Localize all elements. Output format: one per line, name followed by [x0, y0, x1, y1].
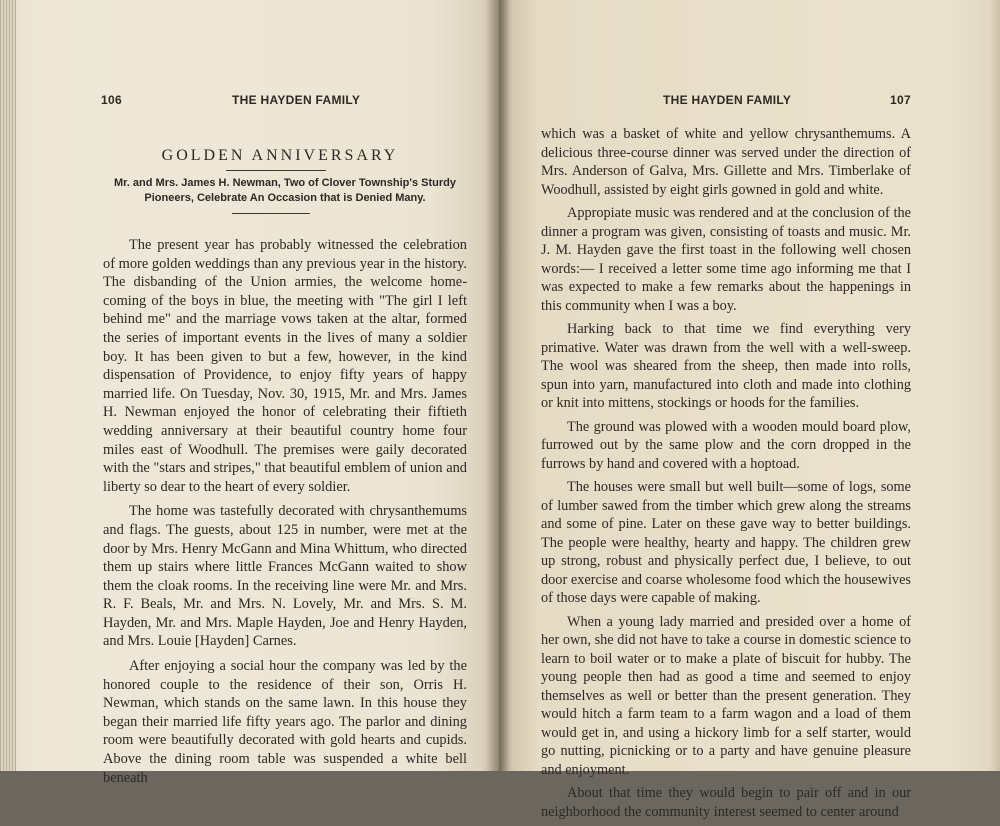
paragraph: The ground was plowed with a wooden mould board plow, furrowed out by the same plow and the corn dropped in the furrows by hand and covered with a hoptoad. [541, 418, 911, 472]
left-page-number: 106 [101, 93, 122, 107]
paragraph: which was a basket of white and yellow chrysanthemums. A delicious three-course dinner was served under the direction of Mrs. Anderson of Galva, Mrs. Gillette and Mrs. Timberlake of Woodhull, assisted by eight girls gowned in gold and white. [541, 126, 911, 198]
book-gutter [486, 0, 512, 771]
subtitle-rule [232, 213, 310, 214]
paragraph: The houses were small but well built—some of logs, some of lumber sawed from the timber which grew along the streams and some of pine. Later on these gave way to better buildings. The people were healthy, hearty and happy. The children grew up strong, robust and physically perfect due, I believe, to out door exercise and coarse wholesome food which the housewives of those days were capable of making. [541, 479, 911, 606]
article-title: GOLDEN ANNIVERSARY [161, 147, 399, 164]
left-running-header: THE HAYDEN FAMILY [232, 93, 361, 107]
paragraph: When a young lady married and presided over a home of her own, she did not have to take a course in domestic science to learn to boil water or to make a plate of biscuit for hubby. The young people then had as good a time and seemed to enjoy themselves as well or better than the present generation. They would hitch a farm team to a farm wagon and a load of them would get in, and using a hickory limb for a self starter, would go nutting, picnicking or to a party and have genuine pleasure and enjoyment. [541, 613, 912, 778]
paragraph: Appropiate music was rendered and at the conclusion of the dinner a program was given, consisting of toasts and music. Mr. J. M. Hayden gave the first toast in the following well chosen words:— I received a letter some time ago informing me that I was expected to make a few remarks about the happenings in this community when I was a boy. [541, 205, 911, 314]
right-body-text [541, 125, 911, 826]
paragraph: After enjoying a social hour the company was led by the honored couple to the residence of their son, Orris H. Newman, which stands on the same lawn. In this house they began their married life fifty years ago. The parlor and dining room were beautifully decorated with gold hearts and cupids. Above the dining room table was suspended a white bell beneath [103, 658, 467, 786]
paragraph: About that time they would begin to pair off and in our neighborhood the community interest seemed to center around [541, 785, 911, 820]
left-body-text [103, 236, 467, 793]
paragraph: The home was tastefully decorated with chrysanthemums and flags. The guests, about 125 in number, were met at the door by Mrs. Henry McGann and Mina Whittum, who directed them up stairs where little Frances McGann waited to show them the cloak rooms. In the receiving line were Mr. and Mrs. R. F. Beals, Mr. and Mrs. N. Lovely, Mr. and Mrs. S. M. Hayden, Mr. and Mrs. Maple Hayden, Joe and Henry Hayden, and Mrs. Louie [Hayden] Carnes. [103, 503, 467, 650]
right-running-header: THE HAYDEN FAMILY [663, 93, 792, 107]
paragraph: The present year has probably witnessed the celebration of more golden weddings than any previous year in the history. The disbanding of the Union armies, the welcome home-coming of the boys in blue, the meeting with "The girl I left behind me" and the marriage vows taken at the altar, formed the series of important events in the lives of many a soldier boy. It has been given to but a few, however, in the kind dispensation of Providence, to enjoy fifty years of happy married life. On Tuesday, Nov. 30, 1915, Mr. and Mrs. James H. Newman enjoyed the honor of celebrating their fiftieth wedding anniversary at their beautiful country home four miles east of Woodhull. The premises were gaily decorated with the "stars and stripes," that beautiful emblem of union and liberty so dear to the heart of every soldier. [103, 237, 467, 495]
article-subtitle: Mr. and Mrs. James H. Newman, Two of Clover Township's Sturdy Pioneers, Celebrate An Occasion that is Denied Many. [113, 177, 457, 204]
title-rule [226, 170, 326, 171]
left-page [0, 0, 499, 786]
paragraph: Harking back to that time we find everything very primative. Water was drawn from the well with a well-sweep. The wool was sheared from the sheep, then made into rolls, spun into yarn, manufactured into cloth and made into clothing or knit into mittens, stockings or hoods for the families. [541, 321, 911, 411]
page-edges [0, 0, 16, 771]
right-page-number: 107 [890, 93, 911, 107]
